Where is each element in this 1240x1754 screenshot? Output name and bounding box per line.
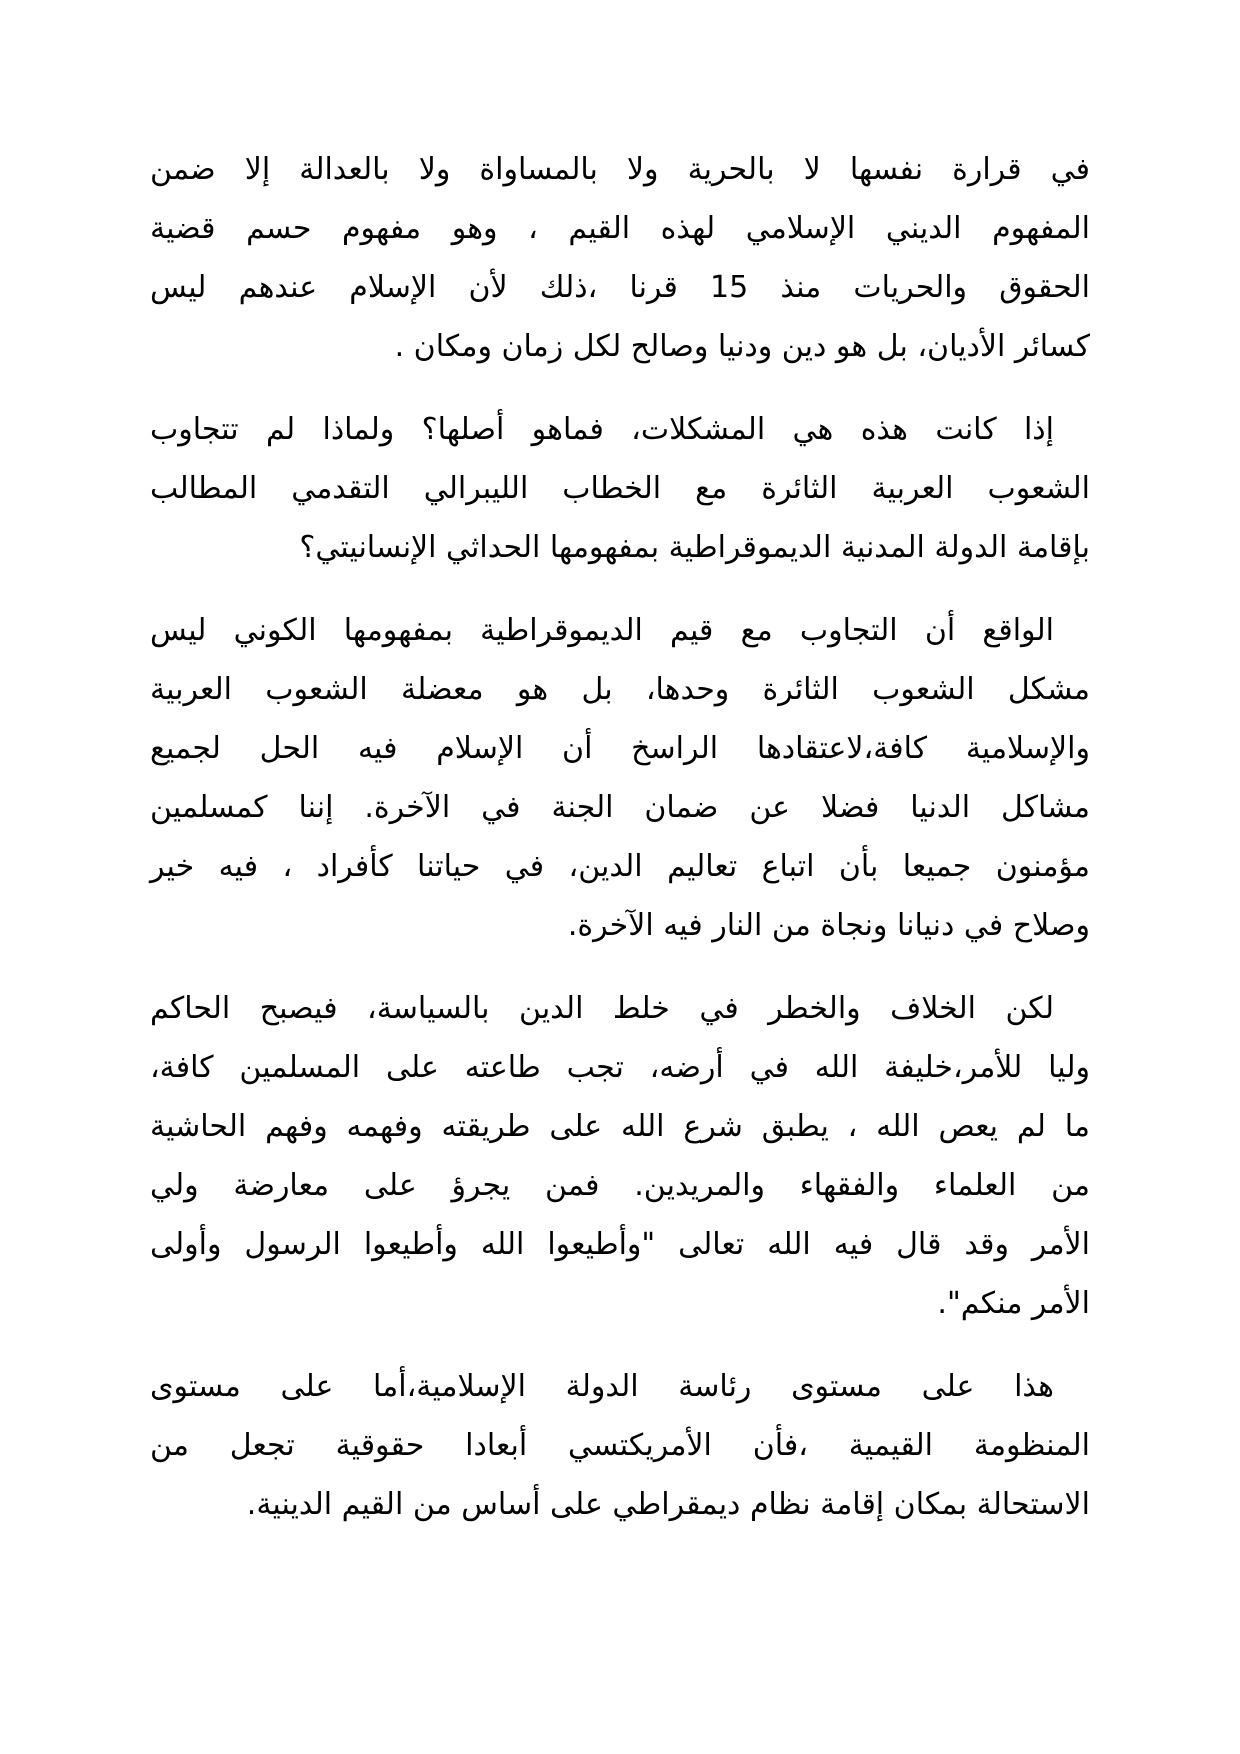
paragraph-1 (150, 140, 1090, 376)
text-line: من العلماء والفقهاء والمريدين. فمن يجرؤ على معارضة ولي (150, 1168, 1090, 1203)
text-line: بإقامة الدولة المدنية الديموقراطية بمفهومها الحداثي الإنسانيتي؟ (299, 530, 1090, 565)
text-line: هذا على مستوى رئاسة الدولة الإسلامية،أما على مستوى (150, 1369, 1054, 1404)
paragraph-3 (150, 601, 1090, 955)
document-body (150, 140, 1090, 1558)
text-line: والإسلامية كافة،لاعتقادها الراسخ أن الإسلام فيه الحل لجميع (150, 731, 1090, 766)
text-line: المفهوم الديني الإسلامي لهذه القيم ، وهو مفهوم حسم قضية (150, 211, 1090, 246)
text-line: في قرارة نفسها لا بالحرية ولا بالمساواة ولا بالعدالة إلا ضمن (150, 152, 1090, 187)
text-line: الاستحالة بمكان إقامة نظام ديمقراطي على أساس من القيم الدينية. (246, 1487, 1090, 1522)
text-line: كسائر الأديان، بل هو دين ودنيا وصالح لكل زمان ومكان . (394, 329, 1090, 364)
text-line: مشاكل الدنيا فضلا عن ضمان الجنة في الآخرة. إننا كمسلمين (150, 790, 1090, 825)
text-line: لكن الخلاف والخطر في خلط الدين بالسياسة، فيصبح الحاكم (150, 991, 1054, 1026)
text-line: الحقوق والحريات منذ 15 قرنا ،ذلك لأن الإسلام عندهم ليس (150, 270, 1090, 305)
text-line: إذا كانت هذه هي المشكلات، فماهو أصلها؟ ولماذا لم تتجاوب (150, 412, 1054, 447)
text-line: المنظومة القيمية ،فأن الأمريكتسي أبعادا حقوقية تجعل من (150, 1428, 1090, 1463)
text-line: مشكل الشعوب الثائرة وحدها، بل هو معضلة الشعوب العربية (150, 672, 1090, 707)
text-line: الأمر منكم". (937, 1286, 1090, 1321)
text-line: الشعوب العربية الثائرة مع الخطاب الليبرالي التقدمي المطالب (150, 471, 1090, 506)
paragraph-5 (150, 1357, 1090, 1534)
text-line: وصلاح في دنيانا ونجاة من النار فيه الآخرة. (567, 908, 1090, 943)
text-line: الواقع أن التجاوب مع قيم الديموقراطية بمفهومها الكوني ليس (150, 613, 1054, 648)
text-line: ما لم يعص الله ، يطبق شرع الله على طريقته وفهمه وفهم الحاشية (150, 1109, 1090, 1144)
text-line: وليا للأمر،خليفة الله في أرضه، تجب طاعته على المسلمين كافة، (150, 1050, 1090, 1085)
text-line: الأمر وقد قال فيه الله تعالى "وأطيعوا الله وأطيعوا الرسول وأولى (150, 1227, 1090, 1262)
paragraph-4 (150, 979, 1090, 1333)
text-line: مؤمنون جميعا بأن اتباع تعاليم الدين، في حياتنا كأفراد ، فيه خير (150, 849, 1090, 884)
paragraph-2 (150, 400, 1090, 577)
